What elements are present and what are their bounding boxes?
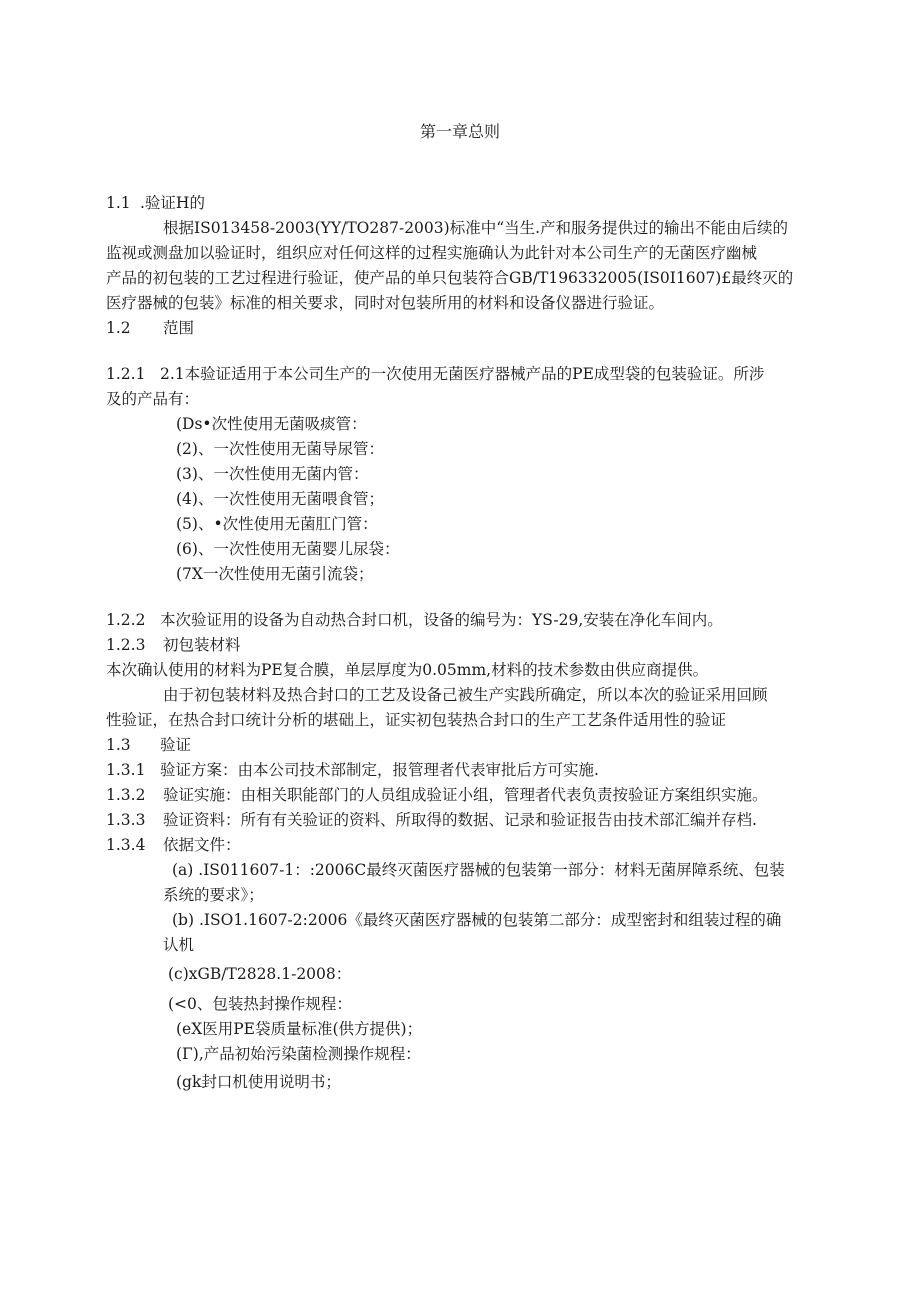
section-1-2-3-heading: 初包装材料 — [163, 636, 241, 654]
section-1-3-1-number: 1.3.1 — [106, 761, 146, 779]
product-item: (2)、一次性使用无菌导尿管： — [176, 440, 384, 458]
section-1-3-1-text: 验证方案：由本公司技术部制定，报管理者代表审批后方可实施. — [160, 761, 599, 779]
reference-a: (a) .IS011607-1：:2006C最终灭菌医疗器械的包装第一部分：材料无菌屏障系统、包装 — [172, 861, 785, 879]
section-1-2-3-line: 本次确认使用的材料为PE复合膜，单层厚度为0.05mm,材料的技术参数由供应商提供。 — [106, 661, 709, 679]
section-1-1-line: 产品的初包装的工艺过程进行验证，使产品的单只包装符合GB/T196332005(IS0I1607)£最终灭的 — [106, 269, 794, 287]
reference-e: (eX医用PE袋质量标准(供方提供)； — [176, 1020, 423, 1038]
section-1-1-line: 根据IS013458-2003(YY/TO287-2003)标准中“当生.产和服务提供过的输出不能由后续的 — [163, 219, 789, 237]
reference-d: (<0、包装热封操作规程： — [168, 995, 352, 1013]
section-1-2-2-number: 1.2.2 — [106, 611, 146, 629]
product-item: (Ds•次性使用无菌吸痰管： — [176, 415, 367, 433]
section-1-3-2-number: 1.3.2 — [106, 786, 146, 804]
section-1-2-1-line: 及的产品有： — [106, 390, 200, 408]
chapter-title: 第一章总则 — [419, 122, 500, 141]
section-1-2-3-line: 由于初包装材料及热合封口的工艺及设备己被生产实践所确定，所以本次的验证采用回顾 — [163, 686, 768, 704]
reference-g: (gk封口机使用说明书； — [176, 1073, 341, 1091]
section-1-3-3-text: 验证资料：所有有关验证的资料、所取得的数据、记录和验证报告由技术部汇编并存档. — [163, 811, 757, 829]
product-item: (6)、一次性使用无菌婴儿尿袋： — [176, 540, 400, 558]
section-1-3-number: 1.3 — [106, 736, 131, 754]
reference-a-cont: 系统的要求》； — [163, 886, 264, 904]
section-1-2-1-line: 2.1本验证适用于本公司生产的一次使用无菌医疗器械产品的PE成型袋的包装验证。所涉 — [160, 365, 765, 383]
section-1-3-4-heading: 依据文件： — [163, 836, 241, 854]
section-1-2-3-line: 性验证，在热合封口统计分析的堪础上，证实初包装热合封口的生产工艺条件适用性的验证 — [106, 711, 727, 729]
reference-b-cont: 认机 — [163, 936, 195, 954]
section-1-3-2-text: 验证实施：由相关职能部门的人员组成验证小组，管理者代表负责按验证方案组织实施。 — [163, 786, 768, 804]
product-item: (7X一次性使用无菌引流袋； — [176, 565, 374, 583]
product-item: (5)、•次性使用无菌肛门管： — [176, 515, 378, 533]
section-1-1-number: 1.1 — [106, 194, 131, 212]
section-1-1-line: 监视或测盘加以验证时，组织应对任何这样的过程实施确认为此针对本公司生产的无菌医疗幽械 — [106, 244, 758, 262]
product-item: (3)、一次性使用无菌内管： — [176, 465, 369, 483]
section-1-2-3-number: 1.2.3 — [106, 636, 146, 654]
reference-b: (b) .ISO1.1607-2:2006《最终灭菌医疗器械的包装第二部分：成型密封和组装过程的确 — [172, 911, 782, 929]
product-item: (4)、一次性使用无菌喂食管； — [176, 490, 384, 508]
section-1-1-heading: .验证H的 — [140, 194, 205, 212]
section-1-2-number: 1.2 — [106, 319, 131, 337]
section-1-2-1-number: 1.2.1 — [106, 365, 146, 383]
section-1-3-3-number: 1.3.3 — [106, 811, 146, 829]
reference-f: (Γ),产品初始污染菌检测操作规程： — [176, 1045, 421, 1063]
section-1-3-4-number: 1.3.4 — [106, 836, 146, 854]
section-1-2-2-text: 本次验证用的设备为自动热合封口机，设备的编号为：YS-29,安装在净化车间内。 — [160, 611, 723, 629]
section-1-1-line: 医疗器械的包装》标准的相关要求，同时对包装所用的材料和设备仪器进行验证。 — [106, 294, 665, 312]
section-1-3-heading: 验证 — [160, 736, 192, 754]
reference-c: (c)xGB/T2828.1-2008： — [168, 965, 352, 983]
section-1-2-heading: 范围 — [163, 319, 195, 337]
